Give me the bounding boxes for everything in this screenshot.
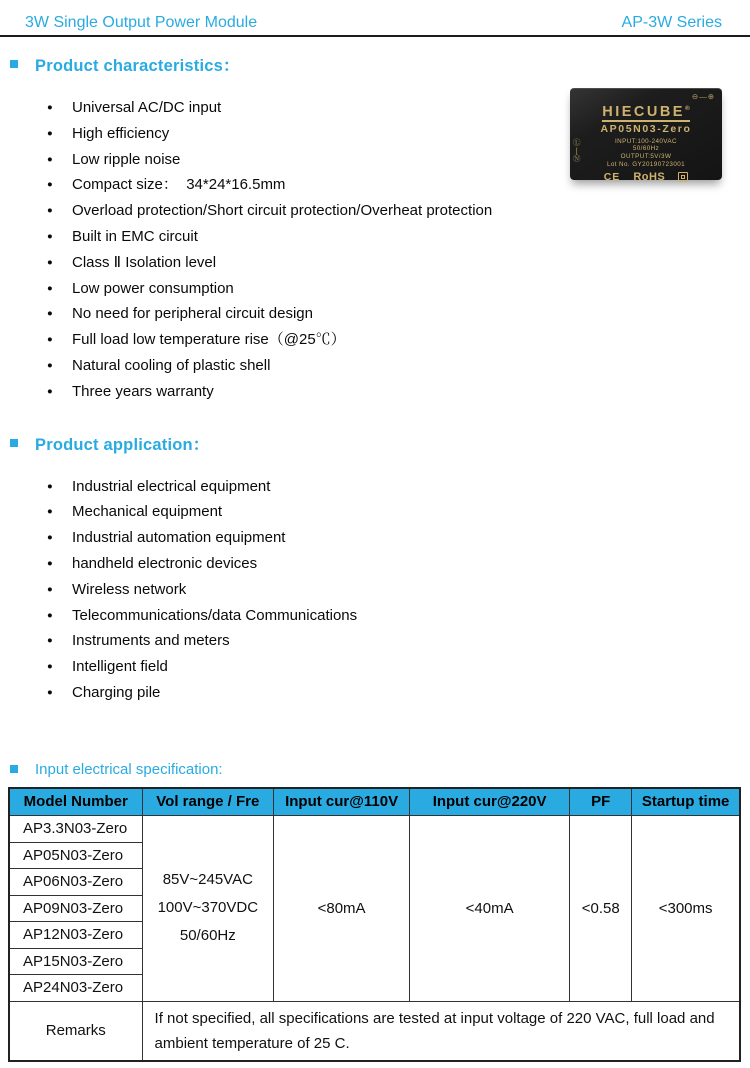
certification-marks [570,171,722,183]
list-item: ● Overload protection/Short circuit protection/Overheat protection [0,198,750,224]
terminal-sep-icon: | [575,146,578,155]
model-number-cell: AP06N03-Zero [9,869,142,896]
terminal-line-icon: — [699,92,708,101]
list-item: ● Intelligent field [0,654,750,680]
square-bullet-icon [10,439,18,447]
list-item: ● High efficiency [0,121,750,147]
table-header-row [9,788,740,816]
model-number-cell: AP3.3N03-Zero [9,816,142,843]
list-item: ● Class Ⅱ Isolation level [0,250,750,276]
list-item: ● Industrial automation equipment [0,525,750,551]
list-item: ● Industrial electrical equipment [0,474,750,500]
column-header: Model Number [9,788,142,816]
list-item: ● Natural cooling of plastic shell [0,353,750,379]
model-number-cell: AP09N03-Zero [9,895,142,922]
list-item: ● Compact size： 34*24*16.5mm [0,172,750,198]
column-header: Input cur@110V [274,788,410,816]
list-item: ● Telecommunications/data Communications [0,603,750,629]
section-heading-characteristics [0,52,750,76]
column-header: Startup time [632,788,740,816]
model-number-cell: AP05N03-Zero [9,842,142,869]
vol-range-cell: 85V~245VAC 100V~370VDC 50/60Hz [142,816,274,1002]
list-item: ● Mechanical equipment [0,499,750,525]
safety-square-icon [678,172,688,182]
list-item: ● Wireless network [0,577,750,603]
list-item: ● Universal AC/DC input [0,95,750,121]
page-title: 3W Single Output Power Module [25,14,258,31]
square-bullet-icon [10,765,18,773]
rohs-mark: RoHS [633,171,666,184]
input-rating: INPUT:100-240VAC [615,137,677,145]
section-heading-input-spec [0,761,750,778]
pf-cell: <0.58 [570,816,632,1002]
list-item: ● Low ripple noise [0,147,750,173]
series-title: AP-3W Series [621,14,722,31]
list-item: ● handheld electronic devices [0,551,750,577]
square-bullet-icon [10,60,18,68]
input-spec-table [8,787,741,1062]
column-header: PF [570,788,632,816]
module-model: AP05N03-Zero [600,122,692,135]
lot-number: Lot No. GY20190723001 [606,160,686,168]
model-number-cell: AP12N03-Zero [9,922,142,949]
module-ratings [570,138,722,168]
section-title: Product characteristics： [35,57,240,75]
application-list [0,474,750,706]
input-terminal-marks [573,139,581,163]
list-item: ● Full load low temperature rise（@25℃） [0,327,750,353]
minus-terminal-icon: ⊖ [691,92,700,101]
frequency-rating: 50/60Hz [632,145,660,153]
list-item: ● No need for peripheral circuit design [0,301,750,327]
section-title: Product application： [35,435,210,454]
list-item: ● Built in EMC circuit [0,224,750,250]
page-header [0,0,750,37]
brand-name: HIECUBE® [602,103,690,120]
product-photo [570,88,722,184]
list-item: ● Three years warranty [0,379,750,405]
list-item: ● Instruments and meters [0,628,750,654]
remarks-text: If not specified, all specifications are tested at input voltage of 220 VAC, full load and ambient temperature of 25 C. [142,1001,740,1061]
section-heading-application [0,431,750,455]
model-number-cell: AP24N03-Zero [9,975,142,1002]
neutral-terminal-icon: Ⓝ [573,154,581,163]
column-header: Input cur@220V [410,788,570,816]
output-rating: OUTPUT:5V/3W [620,153,672,161]
input-current-220v-cell: <40mA [410,816,570,1002]
list-item: ● Charging pile [0,680,750,706]
section-title: Input electrical specification: [35,760,223,778]
plus-terminal-icon: ⊕ [707,92,715,101]
column-header: Vol range / Fre [142,788,274,816]
remarks-row [9,1001,740,1061]
line-terminal-icon: Ⓛ [573,138,581,147]
startup-time-cell: <300ms [632,816,740,1002]
table-row [9,816,740,843]
registered-trademark-icon: ® [684,105,690,112]
model-number-cell: AP15N03-Zero [9,948,142,975]
list-item: ● Low power consumption [0,276,750,302]
remarks-label: Remarks [9,1001,142,1061]
input-current-110v-cell: <80mA [274,816,410,1002]
ce-mark-icon: CE [603,171,621,184]
output-terminal-marks [692,92,715,101]
